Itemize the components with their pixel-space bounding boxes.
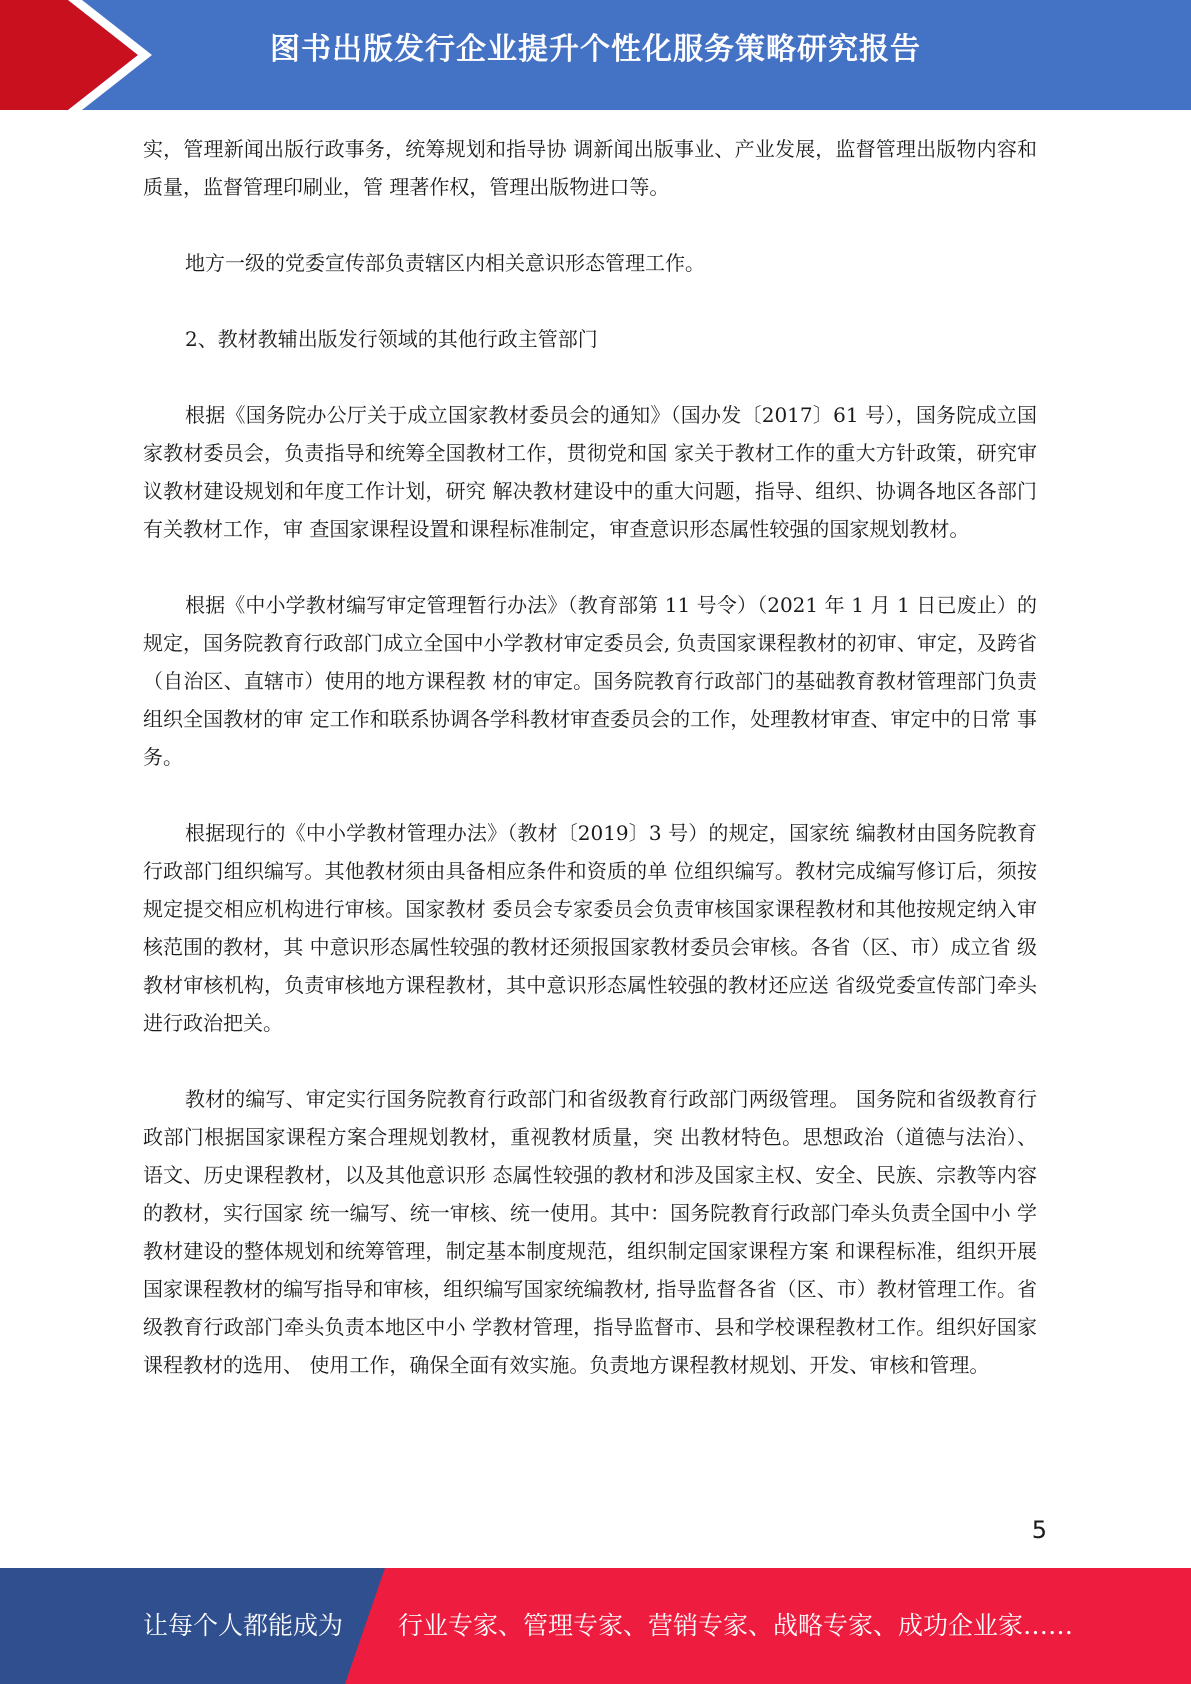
- footer-slogan-left: 让每个人都能成为: [143, 1611, 344, 1640]
- paragraph-local-department: 地方一级的党委宣传部负责辖区内相关意识形态管理工作。: [185, 251, 705, 275]
- chevron-red-shape: [0, 0, 138, 110]
- document-title: 图书出版发行企业提升个性化服务策略研究报告: [270, 32, 921, 67]
- paragraph-two-level-management: 教材的编写、审定实行国务院教育行政部门和省级教育行政部门两级管理。 国务院和省级教育行政部门根据国家课程方案合理规划教材，重视教材质量，突 出教材特色。思想政治（道德与法治）、语文、历史课程教材，以及其他意识形 态属性较强的教材和涉及国家主权、安全、民族、宗教等内容的教材，实行国家 统一编写、统一审核、统一使用。其中：国务院教育行政部门牵头负责全国中小 学教材建设的整体规划和统筹管理，制定基本制度规范，组织制定国家课程方案 和课程标准，组织开展国家课程教材的编写指导和审核，组织编写国家统编教材, 指导监督各省（区、市）教材管理工作。省级教育行政部门牵头负责本地区中小 学教材管理，指导监督市、县和学校课程教材工作。组织好国家课程教材的选用、 使用工作，确保全面有效实施。负责地方课程教材规划、开发、审核和管理。: [143, 1087, 1037, 1377]
- page-number: 5: [1031, 1516, 1047, 1544]
- paragraph-review-rules: 根据《中小学教材编写审定管理暂行办法》（教育部第 11 号令）（2021 年 1 月 1 日已废止）的规定，国务院教育行政部门成立全国中小学教材审定委员会, 负责国家课程教材的初审、审定，及跨省（自治区、直辖市）使用的地方课程教 材的审定。国务院教育行政部门的基础教育教材管理部门负责组织全国教材的审 定工作和联系协调各学科教材审查委员会的工作，处理教材审查、审定中的日常 事务。: [143, 593, 1037, 769]
- document-body: [143, 130, 1037, 1384]
- footer-slogan-right: 行业专家、管理专家、营销专家、战略专家、成功企业家……: [398, 1611, 1074, 1640]
- paragraph-national-committee: 根据《国务院办公厅关于成立国家教材委员会的通知》（国办发〔2017〕61 号），国务院成立国家教材委员会，负责指导和统筹全国教材工作，贯彻党和国 家关于教材工作的重大方针政策，研究审议教材建设规划和年度工作计划，研究 解决教材建设中的重大问题，指导、组织、协调各地区各部门有关教材工作，审 查国家课程设置和课程标准制定，审查意识形态属性较强的国家规划教材。: [143, 403, 1037, 541]
- page-header: [0, 0, 1191, 110]
- header-chevron-icon: [0, 0, 160, 110]
- paragraph-continuation: 实，管理新闻出版行政事务，统筹规划和指导协 调新闻出版事业、产业发展，监督管理出版物内容和质量，监督管理印刷业，管 理著作权，管理出版物进口等。: [143, 137, 1037, 199]
- section-heading: 2、教材教辅出版发行领域的其他行政主管部门: [185, 327, 598, 351]
- paragraph-current-rules: 根据现行的《中小学教材管理办法》（教材〔2019〕3 号）的规定，国家统 编教材由国务院教育行政部门组织编写。其他教材须由具备相应条件和资质的单 位组织编写。教材完成编写修订后，须按规定提交相应机构进行审核。国家教材 委员会专家委员会负责审核国家课程教材和其他按规定纳入审核范围的教材，其 中意识形态属性较强的教材还须报国家教材委员会审核。各省（区、市）成立省 级教材审核机构，负责审核地方课程教材，其中意识形态属性较强的教材还应送 省级党委宣传部门牵头进行政治把关。: [143, 821, 1037, 1035]
- page-footer: [0, 1568, 1191, 1684]
